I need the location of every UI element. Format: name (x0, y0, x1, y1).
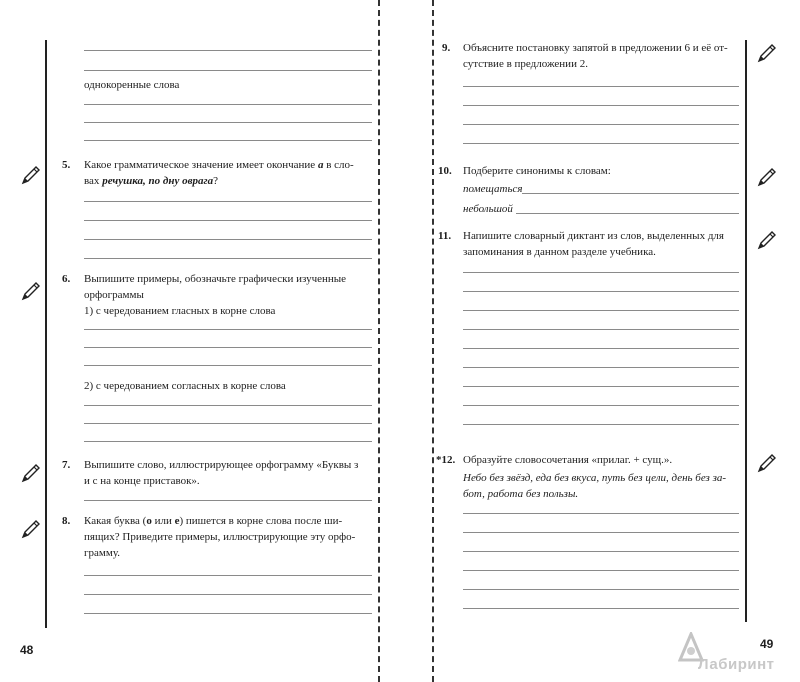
question-text: Подберите синонимы к словам: (463, 165, 611, 177)
answer-line (84, 347, 372, 348)
question-number: 10. (438, 165, 452, 177)
question-text: Какое грамматическое значение имеет окончание а в сло- (84, 159, 354, 171)
question-text: пящих? Приведите примеры, иллюстрирующие эту орфо- (84, 531, 356, 543)
question-text: вах речушка, по дну оврага? (84, 175, 218, 187)
answer-line (463, 310, 739, 311)
pencil-icon (756, 452, 778, 474)
question-text: бот, работа без пользы. (463, 488, 579, 500)
pencil-icon (20, 164, 42, 186)
question-text: Выпишите слово, иллюстрирующее орфограмму «Буквы з (84, 459, 359, 471)
question-text: запоминания в данном разделе учебника. (463, 246, 656, 258)
answer-line (84, 329, 372, 330)
question-number: *12. (436, 454, 456, 466)
synonym-word: помещаться (463, 183, 523, 195)
left-page (0, 0, 384, 682)
pencil-icon (756, 229, 778, 251)
answer-line (463, 367, 739, 368)
answer-line (84, 423, 372, 424)
answer-line (84, 239, 372, 240)
answer-line (522, 193, 739, 194)
question-text: Напишите словарный диктант из слов, выделенных для (463, 230, 724, 242)
answer-line (463, 272, 739, 273)
answer-line (84, 365, 372, 366)
answer-line (463, 329, 739, 330)
answer-line (84, 258, 372, 259)
answer-line (84, 441, 372, 442)
answer-line (463, 348, 739, 349)
right-margin-rule (745, 40, 747, 622)
answer-line (84, 201, 372, 202)
page-number: 49 (760, 637, 774, 651)
answer-line (463, 513, 739, 514)
answer-line (84, 594, 372, 595)
question-number: 5. (62, 159, 71, 171)
answer-line (84, 70, 372, 71)
question-text: Объясните постановку запятой в предложении 6 и её от- (463, 42, 728, 54)
answer-line (84, 500, 372, 501)
question-text: Какая буква (о или е) пишется в корне слова после ши- (84, 515, 343, 527)
answer-line (463, 551, 739, 552)
answer-line (84, 50, 372, 51)
question-text: сутствие в предложении 2. (463, 58, 588, 70)
answer-line (463, 291, 739, 292)
answer-line (463, 608, 739, 609)
answer-line (463, 143, 739, 144)
pencil-icon (20, 518, 42, 540)
answer-line (84, 405, 372, 406)
answer-line (84, 104, 372, 105)
question-number: 9. (442, 42, 451, 54)
answer-line (84, 122, 372, 123)
question-number: 11. (438, 230, 452, 242)
answer-line (463, 424, 739, 425)
answer-line (463, 105, 739, 106)
left-margin-rule (45, 40, 47, 628)
answer-line (463, 589, 739, 590)
answer-line (516, 213, 739, 214)
question-number: 8. (62, 515, 71, 527)
subquestion-text: 1) с чередованием гласных в корне слова (84, 305, 276, 317)
answer-line (463, 386, 739, 387)
answer-line (463, 570, 739, 571)
answer-line (463, 124, 739, 125)
pencil-icon (756, 42, 778, 64)
question-number: 7. (62, 459, 71, 471)
answer-line (84, 613, 372, 614)
intro-label: однокоренные слова (84, 79, 180, 91)
answer-line (463, 86, 739, 87)
question-text: Небо без звёзд, еда без вкуса, путь без цели, день без за- (463, 472, 727, 484)
question-text: и с на конце приставок». (84, 475, 200, 487)
answer-line (84, 140, 372, 141)
right-page (392, 0, 800, 682)
question-text: Образуйте словосочетания «прилаг. + сущ.». (463, 454, 673, 466)
page-number: 48 (20, 643, 34, 657)
pencil-icon (20, 280, 42, 302)
question-text: Выпишите примеры, обозначьте графически изученные (84, 273, 347, 285)
subquestion-text: 2) с чередованием согласных в корне слова (84, 380, 286, 392)
answer-line (84, 220, 372, 221)
question-text: грамму. (84, 547, 120, 559)
question-text: орфограммы (84, 289, 144, 301)
watermark-logo: Лабиринт (698, 656, 775, 673)
pencil-icon (20, 462, 42, 484)
answer-line (463, 532, 739, 533)
pencil-icon (756, 166, 778, 188)
answer-line (84, 575, 372, 576)
synonym-word: небольшой (463, 203, 513, 215)
question-number: 6. (62, 273, 71, 285)
page-gutter-left (378, 0, 380, 682)
answer-line (463, 405, 739, 406)
